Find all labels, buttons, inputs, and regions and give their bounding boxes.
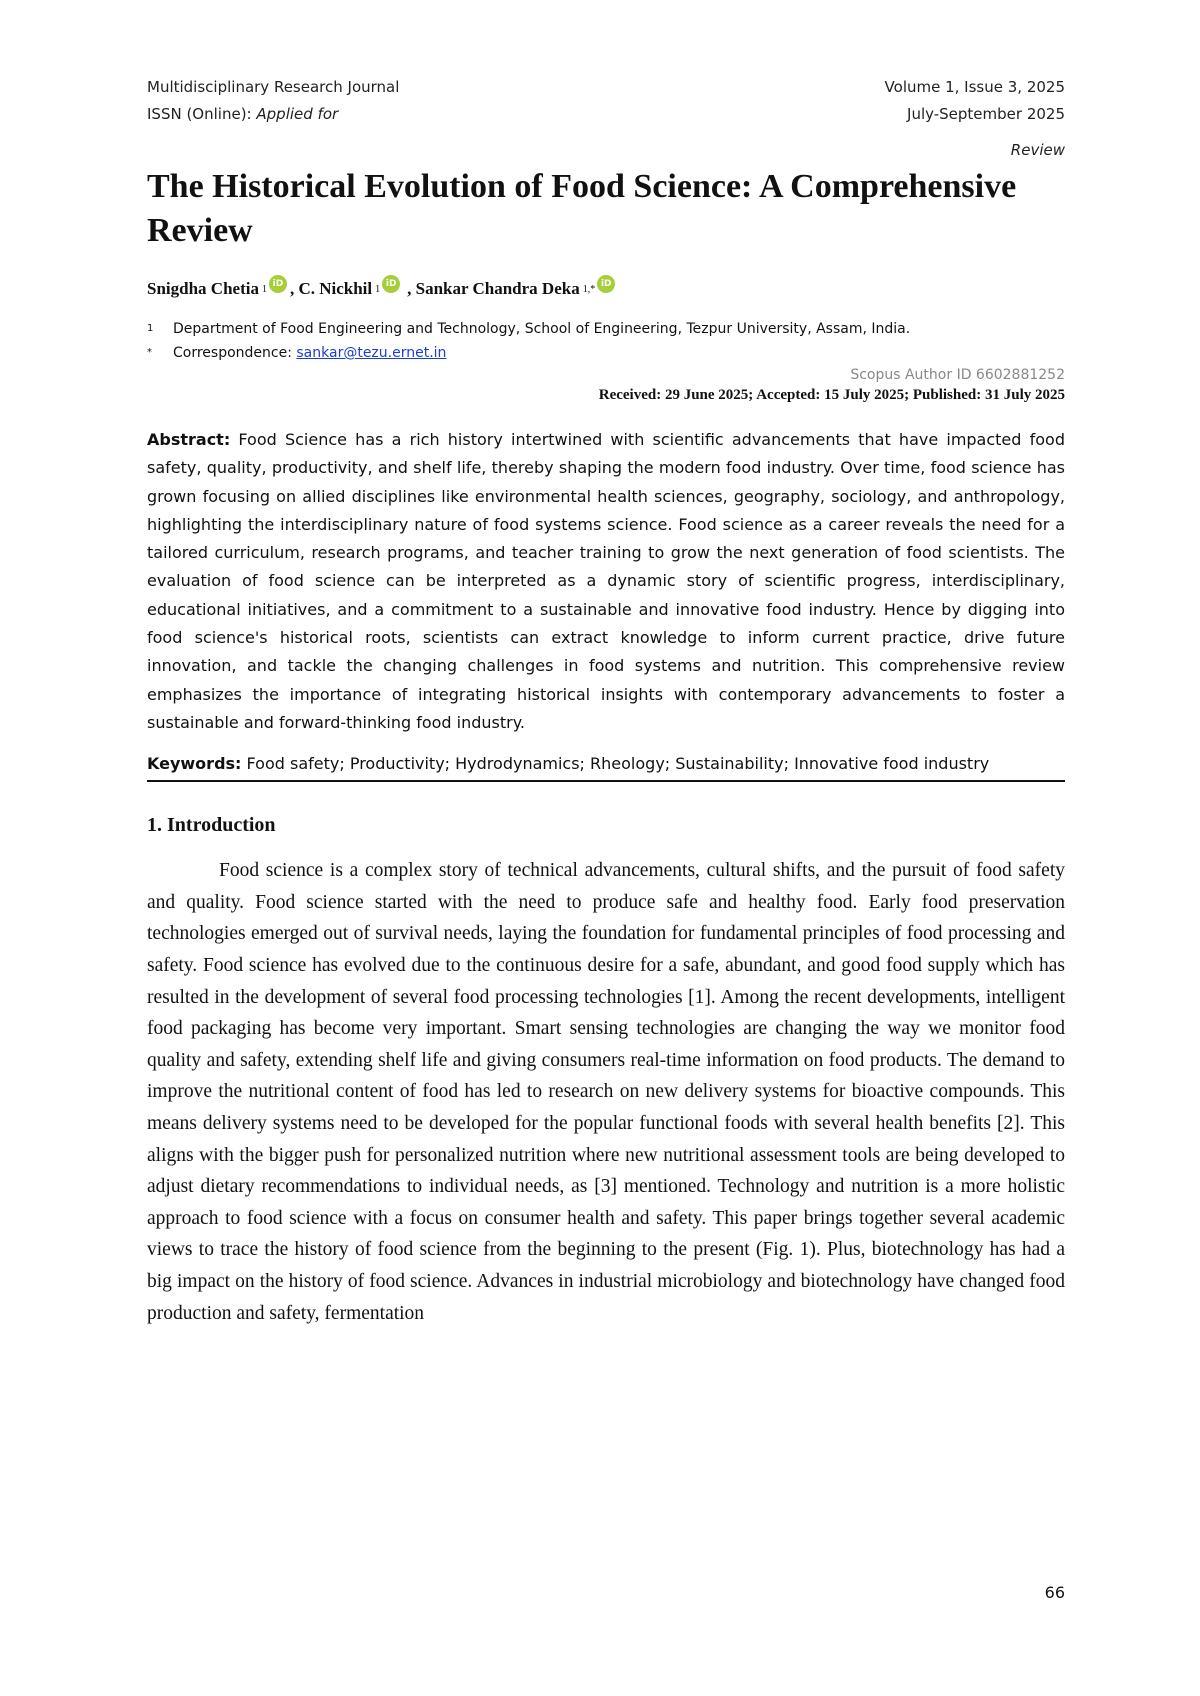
abstract: [147, 426, 1065, 737]
author-name: , C. Nickhil: [289, 279, 373, 298]
author-affil-mark: 1: [375, 283, 381, 295]
affiliation-mark: 1: [147, 323, 154, 334]
affiliation-text: Department of Food Engineering and Technology, School of Engineering, Tezpur University, Assam, India.: [173, 321, 911, 337]
section-heading: 1. Introduction: [147, 814, 276, 837]
orcid-icon[interactable]: iD: [597, 275, 615, 293]
journal-header-row-2: [147, 101, 1065, 128]
publication-dates: Received: 29 June 2025; Accepted: 15 July 2025; Published: 31 July 2025: [598, 387, 1065, 403]
abstract-text: Food Science has a rich history intertwined with scientific advancements that have impacted food safety, quality, productivity, and shelf life, thereby shaping the modern food industry. Over time, food science has grown focusing on allied disciplines like environmental health sciences, geography, sociology, and anthropology, highlighting the interdisciplinary nature of food systems science. Food science as a career reveals the need for a tailored curriculum, research programs, and teacher training to grow the next generation of food scientists. The evaluation of food science can be interpreted as a dynamic story of scientific progress, interdisciplinary, educational initiatives, and a commitment to a sustainable and innovative food industry. Hence by digging into food science's historical roots, scientists can extract knowledge to inform current practice, drive future innovation, and tackle the changing challenges in food systems and nutrition. This comprehensive review emphasizes the importance of integrating historical insights with contemporary advancements to foster a sustainable and forward-thinking food industry.: [147, 430, 1065, 732]
page-content: [147, 74, 1065, 1329]
journal-volume: Volume 1, Issue 3, 2025: [884, 78, 1065, 96]
affiliations: [147, 317, 1065, 365]
author-affil-mark: 1,*: [582, 283, 596, 295]
abstract-label: Abstract:: [147, 430, 231, 449]
correspondence-label: Correspondence:: [173, 345, 292, 361]
orcid-icon[interactable]: iD: [382, 275, 400, 293]
journal-header-row-1: [147, 74, 1065, 101]
issn-label: ISSN (Online):: [147, 105, 252, 123]
author-name: Snigdha Chetia: [147, 279, 259, 298]
journal-name: Multidisciplinary Research Journal: [147, 78, 400, 96]
keywords: [147, 750, 1065, 782]
email-link[interactable]: sankar@tezu.ernet.in: [296, 345, 447, 361]
issn-value: Applied for: [256, 105, 339, 123]
keywords-text: Food safety; Productivity; Hydrodynamics; Rheology; Sustainability; Innovative food industry: [246, 754, 990, 774]
correspondence-mark: *: [147, 347, 152, 358]
paper-title: The Historical Evolution of Food Science: A Comprehensive Review: [147, 168, 1017, 249]
scopus-author-id: Scopus Author ID 6602881252: [850, 367, 1065, 383]
correspondence-row: [147, 341, 1065, 365]
orcid-icon[interactable]: iD: [269, 275, 287, 293]
author-list: [147, 279, 1065, 299]
author-name: , Sankar Chandra Deka: [407, 279, 580, 298]
affiliation-row: [147, 317, 1065, 341]
correspondence: [173, 341, 446, 365]
journal-period: July-September 2025: [907, 105, 1065, 123]
body-paragraph: Food science is a complex story of technical advancements, cultural shifts, and the pursuit of food safety and quality. Food science started with the need to produce safe and healthy food. Early food preservation technologies emerged out of survival needs, laying the foundation for fundamental principles of food processing and safety. Food science has evolved due to the continuous desire for a safe, abundant, and good food supply which has resulted in the development of several food processing technologies [1]. Among the recent developments, intelligent food packaging has become very important. Smart sensing technologies are changing the way we monitor food quality and safety, extending shelf life and giving consumers real-time information on food products. The demand to improve the nutritional content of food has led to research on new delivery systems for bioactive compounds. This means delivery systems need to be developed for the popular functional foods with several health benefits [2]. This aligns with the bigger push for personalized nutrition where new nutritional assessment tools are being developed to adjust dietary recommendations to individual needs, as [3] mentioned. Technology and nutrition is a more holistic approach to food science with a focus on consumer health and safety. This paper brings together several academic views to trace the history of food science from the beginning to the present (Fig. 1). Plus, biotechnology has had a big impact on the history of food science. Advances in industrial microbiology and biotechnology have changed food production and safety, fermentation: [147, 860, 1065, 1324]
page-number: 66: [1044, 1583, 1065, 1602]
issn: [147, 101, 338, 128]
author-affil-mark: 1: [261, 283, 267, 295]
keywords-label: Keywords:: [147, 754, 242, 774]
article-type: Review: [1010, 141, 1065, 159]
